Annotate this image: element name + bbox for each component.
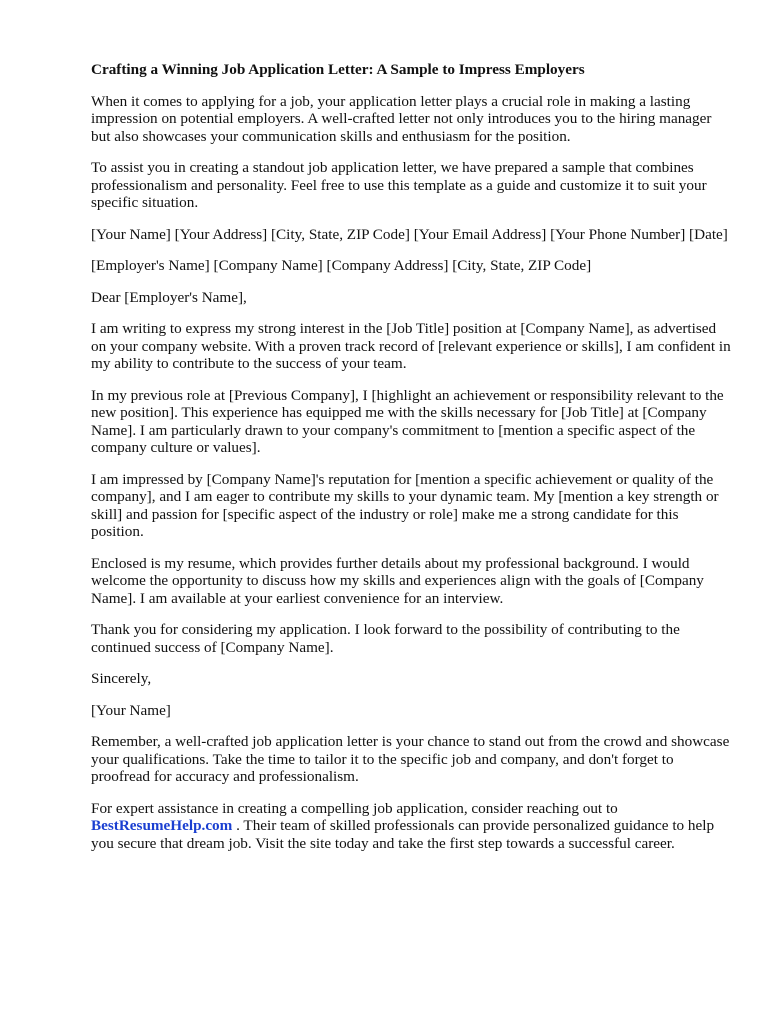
- intro-paragraph-2: To assist you in creating a standout job application letter, we have prepared a sample that combines professionalism and personality. Feel free to use this template as a guide and customize it to suit your specific situation.: [91, 159, 707, 211]
- cta-text-before: For expert assistance in creating a compelling job application, consider reaching out to: [91, 799, 618, 817]
- body-paragraph-3: I am impressed by [Company Name]'s reputation for [mention a specific achievement or quality of the company], and I am eager to contribute my skills to your dynamic team. My [mention a key strength or skill] and passion for [specific aspect of the industry or role] make me a strong candidate for this position.: [91, 470, 719, 540]
- body-paragraph-5: Thank you for considering my application. I look forward to the possibility of contributing to the continued success of [Company Name].: [91, 621, 680, 656]
- cta-text-after: . Their team of skilled professionals can provide personalized guidance to help you secure that dream job. Visit the site today and take the first step towards a successful career.: [91, 817, 715, 852]
- document-title: Crafting a Winning Job Application Letter: A Sample to Impress Employers: [91, 61, 585, 78]
- document-content: [91, 61, 731, 866]
- intro-paragraph-1: When it comes to applying for a job, your application letter plays a crucial role in making a lasting impression on potential employers. A well-crafted letter not only introduces you to the hiring manager but also showcases your communication skills and enthusiasm for the position.: [91, 92, 712, 145]
- body-paragraph-4: Enclosed is my resume, which provides further details about my professional background. I would welcome the opportunity to discuss how my skills and experiences align with the goals of [Company Name]. I am available at your earliest convenience for an interview.: [91, 554, 704, 607]
- body-paragraph-1: I am writing to express my strong interest in the [Job Title] position at [Company Name], as advertised on your company website. With a proven track record of [relevant experience or skills], I am confident in my ability to contribute to the success of your team.: [91, 320, 731, 372]
- closing: Sincerely,: [91, 670, 152, 687]
- sender-info: [Your Name] [Your Address] [City, State, ZIP Code] [Your Email Address] [Your Phone Number] [Date]: [91, 225, 728, 243]
- employer-info: [Employer's Name] [Company Name] [Company Address] [City, State, ZIP Code]: [91, 257, 592, 274]
- cta-paragraph: [91, 800, 731, 853]
- salutation: Dear [Employer's Name],: [91, 288, 247, 306]
- body-paragraph-2: In my previous role at [Previous Company], I [highlight an achievement or responsibility relevant to the new position]. This experience has equipped me with the skills necessary for [Job Title] at [Company Name]. I am particularly drawn to your company's commitment to [mention a specific aspect of the company culture or values].: [91, 386, 724, 456]
- outro-paragraph: Remember, a well-crafted job application letter is your chance to stand out from the crowd and showcase your qualifications. Take the time to tailor it to the specific job and company, and don't forget to proofread for accuracy and professionalism.: [91, 733, 730, 785]
- signature: [Your Name]: [91, 701, 171, 719]
- bestresumehelp-link[interactable]: BestResumeHelp.com: [91, 817, 233, 834]
